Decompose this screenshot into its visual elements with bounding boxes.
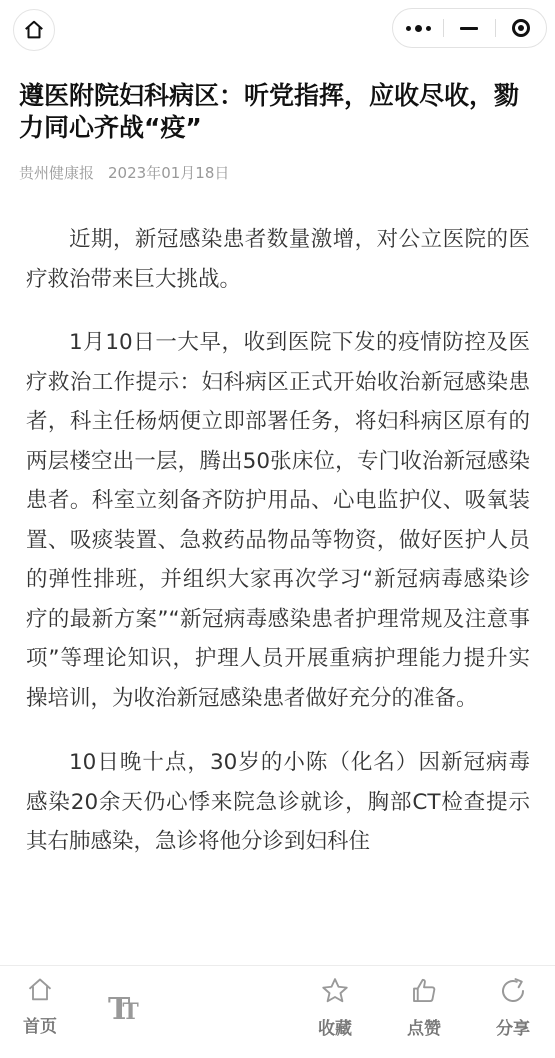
home-icon [23, 19, 45, 41]
close-button[interactable] [496, 9, 546, 47]
article-title: 遵医附院妇科病区：听党指挥，应收尽收，勠力同心齐战“疫” [19, 81, 520, 142]
star-icon [320, 976, 350, 1006]
toolbar-home-label: 首页 [23, 1017, 57, 1037]
toolbar-like-label: 点赞 [407, 1019, 441, 1039]
home-button[interactable] [13, 9, 55, 51]
more-button[interactable] [393, 9, 443, 47]
paragraph: 近期，新冠感染患者数量激增，对公立医院的医疗救治带来巨大挑战。 [26, 227, 530, 292]
article-meta [19, 162, 229, 183]
toolbar-like[interactable] [394, 976, 454, 1039]
toolbar-favorite[interactable] [305, 976, 365, 1039]
font-size-icon[interactable]: TT [108, 992, 131, 1027]
minimize-icon [460, 27, 478, 30]
article-source[interactable]: 贵州健康报 [19, 164, 95, 182]
toolbar-home[interactable] [10, 976, 70, 1037]
more-dots-icon [406, 25, 431, 32]
minimize-button[interactable] [444, 9, 494, 47]
top-nav-bar [0, 0, 555, 60]
article-body [26, 220, 530, 887]
paragraph: 10日晚十点，30岁的小陈（化名）因新冠病毒感染20余天仍心悸来院急诊就诊，胸部CT检查提示其右肺感染，急诊将他分诊到妇科住 [26, 750, 530, 854]
toolbar-share-label: 分享 [496, 1019, 530, 1039]
article-date: 2023年01月18日 [108, 164, 230, 182]
toolbar-share[interactable] [483, 976, 543, 1039]
toolbar-favorite-label: 收藏 [318, 1019, 352, 1039]
bottom-toolbar [0, 965, 555, 1058]
thumbs-up-icon [409, 976, 439, 1006]
paragraph: 1月10日一大早，收到医院下发的疫情防控及医疗救治工作提示：妇科病区正式开始收治新冠感染患者，科主任杨炳便立即部署任务，将妇科病区原有的两层楼空出一层，腾出50张床位，专门收治新冠感染患者。科室立刻备齐防护用品、心电监护仪、吸氧装置、吸痰装置、急救药品物品等物资，做好医护人员的弹性排班，并组织大家再次学习“新冠病毒感染诊疗的最新方案”“新冠病毒感染患者护理常规及注意事项”等理论知识，护理人员开展重病护理能力提升实操培训，为收治新冠感染患者做好充分的准备。 [26, 330, 530, 711]
close-target-icon [512, 19, 530, 37]
home-icon [26, 976, 54, 1004]
share-icon [498, 976, 528, 1006]
mini-program-capsule [392, 8, 547, 48]
